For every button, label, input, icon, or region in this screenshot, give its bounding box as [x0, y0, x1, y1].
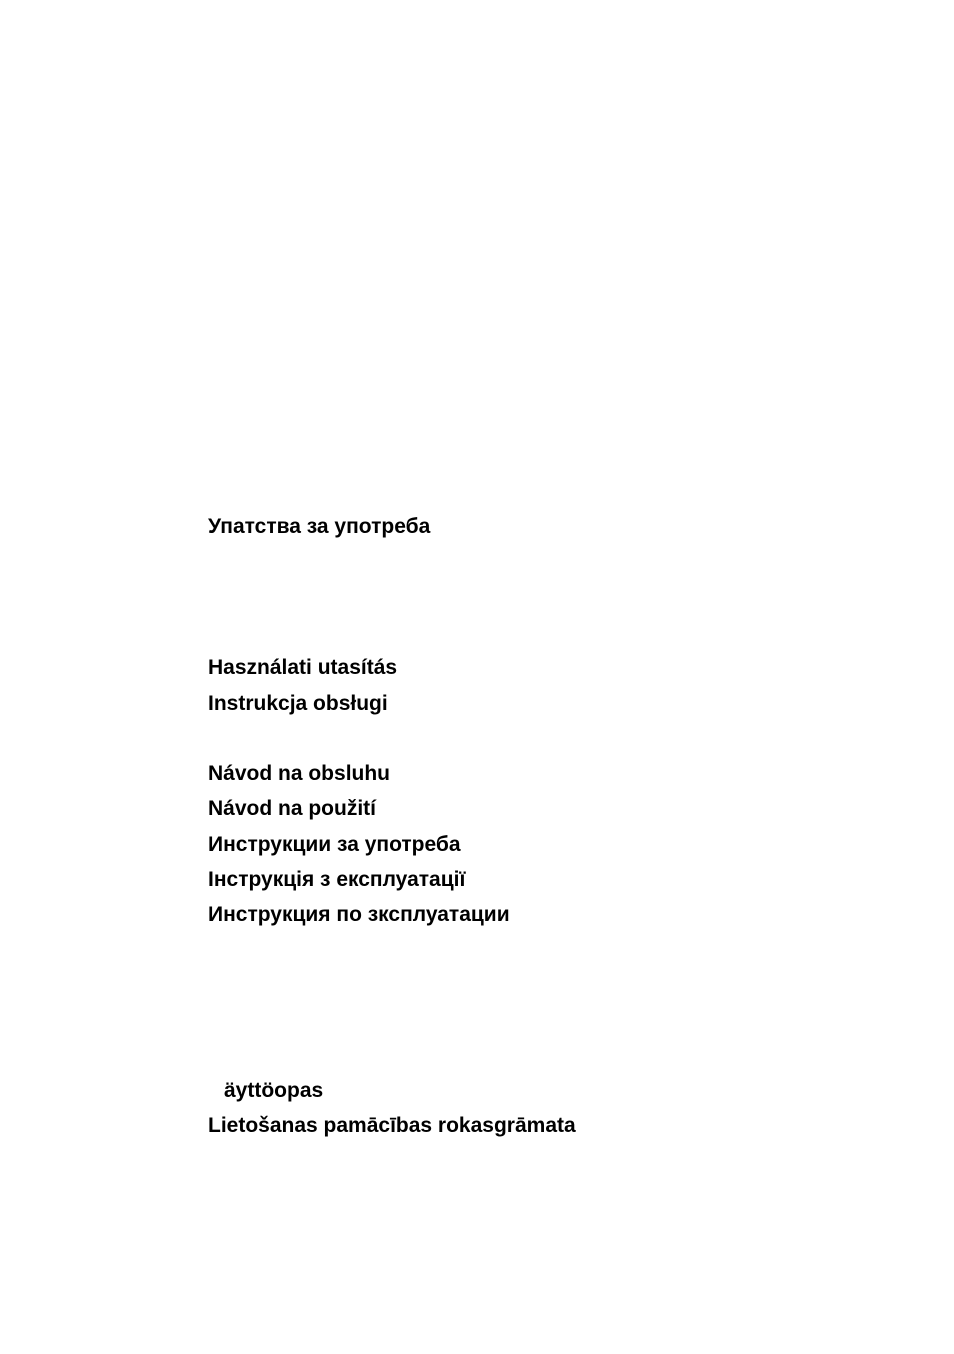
title-macedonian: Упатства за употреба	[208, 515, 431, 538]
title-finnish: äyttöopas	[224, 1079, 324, 1102]
title-slovak: Návod na obsluhu	[208, 762, 391, 785]
title-latvian: Lietošanas pamācības rokasgrāmata	[208, 1114, 576, 1137]
title-czech: Návod na použití	[208, 797, 376, 820]
title-polish: Instrukcja obsługi	[208, 692, 388, 715]
title-bulgarian: Инструкции за употреба	[208, 833, 461, 856]
title-hungarian: Használati utasítás	[208, 656, 398, 679]
title-russian: Инструкция по зксплуатации	[208, 903, 510, 926]
title-ukrainian: Інструкція з експлуатації	[208, 868, 466, 891]
